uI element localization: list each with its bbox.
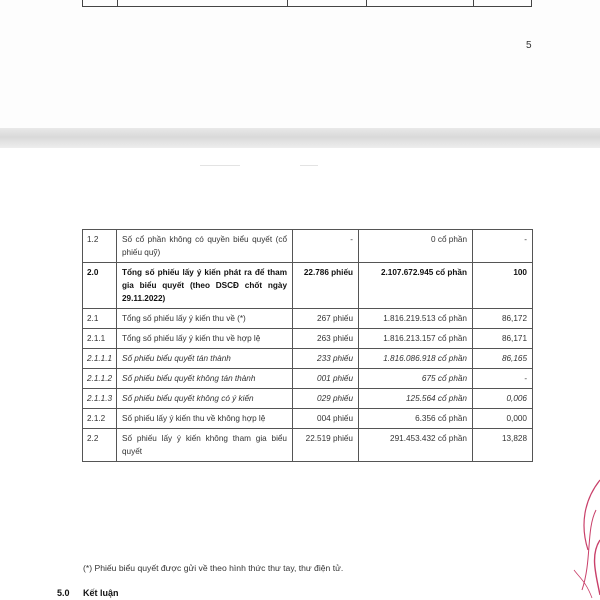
- table-row: [83, 389, 533, 409]
- row-votes: 267 phiếu: [293, 309, 359, 329]
- page-separator: [0, 128, 600, 148]
- section-heading: [57, 588, 119, 598]
- row-description: Tổng số phiếu lấy ý kiến phát ra để tham gia biểu quyết (theo DSCĐ chốt ngày 29.11.2022): [117, 263, 293, 309]
- row-code: 1.2: [83, 230, 117, 263]
- row-percent: -: [473, 369, 533, 389]
- row-code: 2.1.1: [83, 329, 117, 349]
- row-votes: 001 phiếu: [293, 369, 359, 389]
- row-code: 2.0: [83, 263, 117, 309]
- row-percent: 86,165: [473, 349, 533, 369]
- page-number: 5: [526, 40, 532, 51]
- row-code: 2.1.2: [83, 409, 117, 429]
- previous-table-bottom: [82, 0, 532, 7]
- row-description: Số cổ phần không có quyền biểu quyết (cổ phiếu quỹ): [117, 230, 293, 263]
- row-code: 2.2: [83, 429, 117, 462]
- row-votes: 22.786 phiếu: [293, 263, 359, 309]
- table-row: [83, 429, 533, 462]
- row-shares: 6.356 cổ phần: [359, 409, 473, 429]
- row-code: 2.1.1.3: [83, 389, 117, 409]
- row-percent: 86,171: [473, 329, 533, 349]
- row-shares: 1.816.086.918 cổ phần: [359, 349, 473, 369]
- footnote: (*) Phiếu biểu quyết được gửi về theo hình thức thư tay, thư điện tử.: [83, 563, 344, 573]
- row-shares: 675 cổ phần: [359, 369, 473, 389]
- row-percent: 86,172: [473, 309, 533, 329]
- row-shares: 1.816.219.513 cổ phần: [359, 309, 473, 329]
- row-shares: 291.453.432 cổ phần: [359, 429, 473, 462]
- table-row: [83, 263, 533, 309]
- section-number: 5.0: [57, 588, 70, 598]
- row-votes: 029 phiếu: [293, 389, 359, 409]
- row-code: 2.1: [83, 309, 117, 329]
- row-code: 2.1.1.1: [83, 349, 117, 369]
- row-description: Số phiếu biểu quyết không có ý kiến: [117, 389, 293, 409]
- row-percent: 0,006: [473, 389, 533, 409]
- row-percent: 100: [473, 263, 533, 309]
- voting-results-table: [82, 229, 533, 462]
- row-description: Số phiếu lấy ý kiến thu về không hợp lệ: [117, 409, 293, 429]
- table-row: [83, 230, 533, 263]
- row-description: Tổng số phiếu lấy ý kiến thu về (*): [117, 309, 293, 329]
- previous-page: [0, 0, 600, 128]
- row-votes: 004 phiếu: [293, 409, 359, 429]
- row-shares: 1.816.213.157 cổ phần: [359, 329, 473, 349]
- table-row: [83, 349, 533, 369]
- table-row: [83, 369, 533, 389]
- row-votes: 22.519 phiếu: [293, 429, 359, 462]
- row-description: Số phiếu biểu quyết không tán thành: [117, 369, 293, 389]
- table-row: [83, 329, 533, 349]
- row-percent: -: [473, 230, 533, 263]
- row-percent: 0,000: [473, 409, 533, 429]
- row-description: Tổng số phiếu lấy ý kiến thu về hợp lệ: [117, 329, 293, 349]
- row-description: Số phiếu biểu quyết tán thành: [117, 349, 293, 369]
- row-shares: 2.107.672.945 cổ phần: [359, 263, 473, 309]
- scan-artifact: [300, 165, 318, 166]
- row-shares: 125.564 cổ phần: [359, 389, 473, 409]
- row-votes: 263 phiếu: [293, 329, 359, 349]
- stamp-fragment-graphic: [566, 470, 600, 600]
- row-votes: 233 phiếu: [293, 349, 359, 369]
- scan-artifact: [200, 165, 240, 166]
- row-votes: -: [293, 230, 359, 263]
- row-description: Số phiếu lấy ý kiến không tham gia biểu quyết: [117, 429, 293, 462]
- table-row: [83, 309, 533, 329]
- row-percent: 13,828: [473, 429, 533, 462]
- row-code: 2.1.1.2: [83, 369, 117, 389]
- stamp-fragment: [566, 470, 600, 600]
- section-title: Kết luận: [83, 588, 119, 598]
- row-shares: 0 cổ phần: [359, 230, 473, 263]
- table-row: [83, 409, 533, 429]
